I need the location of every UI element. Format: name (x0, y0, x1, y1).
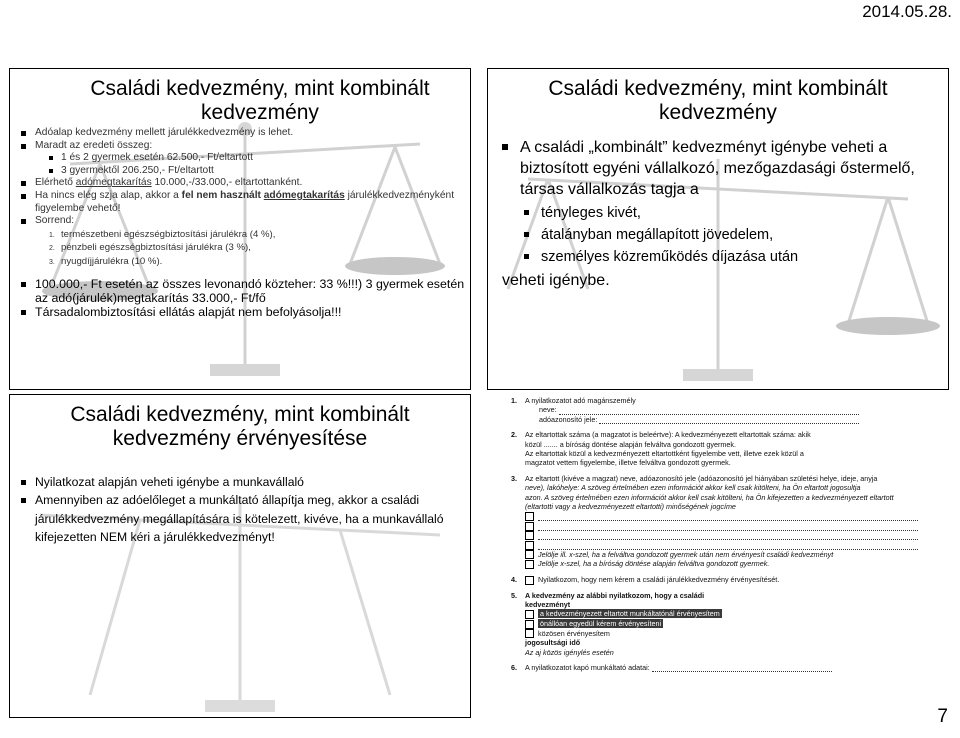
form-text: (eltartotti vagy a kedvezményezett eltartotti) minőségének jogcíme (525, 502, 736, 512)
form-row-3b (511, 483, 941, 492)
row-num: 3. (511, 473, 517, 483)
form-row-1b (511, 415, 941, 424)
cond-b: fel nem használt (181, 189, 264, 201)
checkbox[interactable] (525, 620, 534, 629)
form-line-2 (511, 521, 941, 531)
form-row-3c (511, 493, 941, 502)
dotted-line[interactable] (538, 513, 918, 521)
form-row-3d (511, 502, 941, 511)
form-row-3e (511, 550, 941, 560)
bullet-nyilatkozat: Nyilatkozat alapján veheti igénybe a munkavállaló (21, 473, 466, 491)
order-text: nyugdíjjárulékra (10 %). (61, 255, 163, 267)
dotted-line[interactable] (538, 523, 918, 531)
form-row-2 (511, 430, 941, 439)
order-item-2 (49, 242, 466, 255)
bullet-adoalap: Adóalap kedvezmény mellett járulékkedvezmény is lehet. (21, 127, 466, 140)
checkbox[interactable] (525, 560, 534, 569)
bullet-maradt-text: Maradt az eredeti összeg: (35, 139, 153, 151)
form-text: A kedvezményezett eltartottak száma: (674, 430, 796, 440)
row-num: 1. (511, 396, 517, 405)
bullet-kombinalt (502, 137, 942, 291)
date-header: 2014.05.28. (862, 2, 952, 21)
checkbox[interactable] (525, 541, 534, 550)
cond-a: Ha nincs elég szja alap, akkor a (35, 189, 182, 201)
main-text: A családi „kombinált” kedvezményt igénybe veheti a biztosított egyéni vállalkozó, mezőgazdasági őstermelő, társas vállalkozás tagja a (520, 139, 915, 198)
checkbox[interactable] (525, 576, 534, 585)
form-row-4 (511, 575, 941, 585)
order-item-3 (49, 256, 466, 269)
bullet-tb-ellatas: Társadalombiztosítási ellátás alapját nem befolyásolja!!! (21, 305, 466, 319)
sub-bullet-szemelyes: személyes közreműködés díjazása után (524, 246, 942, 268)
order-text: természetbeni egészségbiztosítási járulékra (4 %), (61, 228, 276, 240)
form-row-5d (511, 619, 941, 629)
form-row-3f (511, 559, 941, 569)
page-number: 7 (937, 706, 948, 727)
form-line-4 (511, 540, 941, 550)
form-text: jogosultsági idő (525, 638, 581, 648)
form-text: Az eltartottak száma (a magzatot is beleértve): (525, 430, 674, 440)
order-text: pénzbeli egészségbiztosítási járulékra (3 %), (61, 242, 251, 254)
form-row-2c (511, 449, 941, 458)
cond-d: járulékkedvezményként figyelembe vehető! (35, 189, 455, 214)
employer-field[interactable] (652, 664, 832, 672)
order-num: 2. (49, 245, 55, 253)
form-line-3 (511, 531, 941, 541)
form-text: azon. A szöveg értelmében ezen információt akkor kell csak kitölteni, ha Ön kifejezetten a kedvezményezett eltartott (525, 492, 894, 502)
dotted-line[interactable] (538, 532, 918, 540)
slide-1 (9, 68, 471, 390)
checkbox[interactable] (525, 522, 534, 531)
sub-bullet-2: 3 gyermektől 206.250,- Ft/eltartott (49, 165, 471, 178)
form-text: Nyilatkozom, hogy nem kérem a családi járulékkedvezmény érvényesítését. (538, 575, 780, 585)
form-row-1a (511, 405, 941, 414)
checkbox[interactable] (525, 610, 534, 619)
form-text: akik (797, 430, 811, 440)
veheti-igenybe: veheti igénybe. (502, 272, 610, 289)
bullet-ha-nincs (21, 190, 466, 215)
form-text: neve), lakóhelye: A szöveg értelmében ezen információt akkor kell csak kitölteni, ha Ön eltartott jogosultja (525, 483, 861, 493)
bullet-sorrend (21, 215, 466, 268)
bullet-amennyiben: Amennyiben az adóelőleget a munkáltató állapítja meg, akkor a családi járulékkedvezmény megállapítására is kötelezett, kivéve, ha a munkavállaló kifejezetten NEM kéri a járulékkedvezményt! (21, 491, 466, 546)
form-row-2d (511, 458, 941, 467)
form-text: A nyilatkozatot kapó munkáltató adatai: (525, 663, 650, 673)
form-text: Az eltartott (kivéve a magzat) neve, adóazonosító jele (adóazonosító jel hiányában születési helye, ideje, anyja (525, 473, 878, 483)
sub-bullet-kivet: tényleges kivét, (524, 202, 942, 224)
dotted-line[interactable] (538, 542, 918, 550)
sub-bullet-1: 1 és 2 gyermek esetén 62.500,- Ft/eltartott (49, 152, 471, 165)
bullet-100000: 100.000,- Ft esetén az összes levonandó közteher: 33 %!!!) 3 gyermek esetén az adó(járulék)megtakarítás 33.000,- Ft/fő (21, 277, 466, 305)
form-row-5e (511, 629, 941, 639)
order-num: 1. (49, 231, 55, 239)
checkbox[interactable] (525, 512, 534, 521)
form-row-6 (511, 663, 941, 672)
form-row-5c (511, 609, 941, 619)
form-label: adóazonosító jele: (539, 414, 598, 424)
form-label: neve: (539, 405, 557, 415)
bullet-elerheto (21, 177, 466, 190)
order-list (49, 229, 466, 269)
slide-2-bullets (502, 137, 942, 291)
order-num: 3. (49, 258, 55, 266)
sub-bullets (524, 202, 942, 268)
slide-1-title: Családi kedvezmény, mint kombinált kedvezmény (90, 77, 430, 124)
form-text: Az aj közös igénylés esetén (525, 647, 614, 657)
form-row-5b (511, 600, 941, 609)
form-text: A nyilatkozatot adó magánszemély (525, 396, 636, 405)
sub-bullets (35, 152, 471, 177)
form-text: közül ....... a bíróság döntése alapján felváltva gondozott gyermek. (525, 439, 736, 449)
name-field[interactable] (559, 407, 859, 415)
row-num: 2. (511, 430, 517, 440)
cond-c: adómegtakarítás (263, 189, 345, 201)
checkbox[interactable] (525, 531, 534, 540)
adomegtakaritas-link: adómegtakarítás (75, 177, 152, 189)
checkbox[interactable] (525, 629, 534, 638)
slide-2 (487, 68, 949, 390)
form-highlight: önállóan egyedül kérem érvényesíteni (540, 619, 662, 629)
form-text: kedvezményt (525, 600, 571, 610)
form-text: Jelölje x-szel, ha a bíróság döntése alapján felváltva gondozott gyermek. (538, 559, 770, 569)
row-num: 4. (511, 575, 517, 585)
form-text: Jelölje ill. x-szel, ha a felváltva gondozott gyermek után nem érvényesít családi kedvezményt (538, 549, 834, 559)
elerheto-prefix: Elérhető (35, 177, 76, 189)
slide-1-bullets (21, 127, 466, 319)
form-row-5f (511, 638, 941, 647)
slide-4-form (487, 394, 947, 716)
form-row-5g (511, 648, 941, 657)
form-row-3 (511, 474, 941, 483)
form-row-5 (511, 591, 941, 600)
form-highlight: a kedvezményezett eltartott munkáltatónál érvényesítem (540, 609, 720, 619)
form-text: Az eltartottak közül a kedvezményezett eltartottként figyelembe vett, illetve ezek közül a (525, 449, 804, 459)
row-num: 5. (511, 590, 517, 600)
slide-3-bullets (21, 473, 466, 547)
row-num: 6. (511, 663, 517, 673)
slide-2-title: Családi kedvezmény, mint kombinált kedvezmény (548, 77, 888, 124)
form-row-1 (511, 396, 941, 405)
form-line-1 (511, 511, 941, 521)
bullet-maradt (21, 140, 466, 178)
sub-bullet-atalany: átalányban megállapított jövedelem, (524, 224, 942, 246)
slide-3-title: Családi kedvezmény, mint kombinált kedvezmény érvényesítése (70, 403, 410, 450)
form-row-2b (511, 440, 941, 449)
sorrend-label: Sorrend: (35, 215, 75, 227)
slide-3 (9, 394, 471, 718)
elerheto-suffix: 10.000,-/33.000,- eltartottanként. (151, 177, 303, 189)
tax-id-field[interactable] (599, 416, 859, 424)
checkbox[interactable] (525, 550, 534, 559)
order-item-1 (49, 229, 466, 242)
form-text: magzatot vettem figyelembe, illetve felváltva gondozott gyermek. (525, 458, 731, 468)
form-text: közösen érvényesítem (538, 628, 610, 638)
declaration-form (511, 396, 941, 672)
form-text: A kedvezmény az alábbi nyilatkozom, hogy a családi (525, 590, 705, 600)
